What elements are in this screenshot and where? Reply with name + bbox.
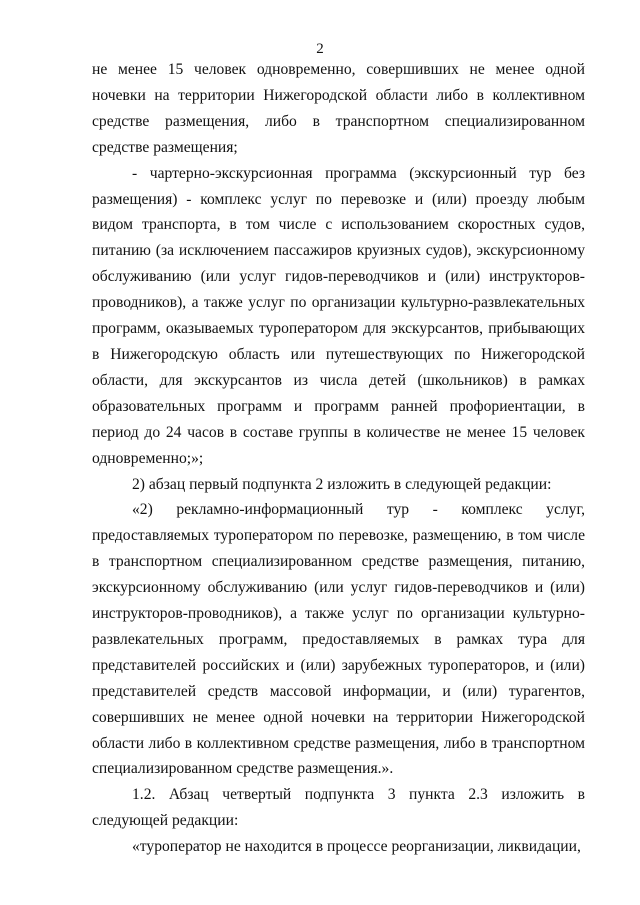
paragraph-amendment-1-2: 1.2. Абзац четвертый подпункта 3 пункта 2.3 изложить в следующей редакции: <box>92 786 585 830</box>
page-number: 2 <box>316 41 324 57</box>
paragraph-ad-info-tour: «2) рекламно-информационный тур - комплекс услуг, предоставляемых туроператором по перевозке, размещению, в том числе в транспортном специализированном средстве размещения, питанию, экскурсионному обслуживанию (или услуг гидов-переводчиков и (или) инструкторов-проводников), а также услуг по организации культурно-развлекательных программ, предоставляемых в рамках тура для представителей российских и (или) зарубежных туроператоров, и (или) представителей средств массовой информации, и (или) турагентов, совершивших не менее одной ночевки на территории Нижегородской области либо в коллективном средстве размещения, либо в транспортном специализированном средстве размещения.». <box>92 501 585 778</box>
paragraph-charter-program: - чартерно-экскурсионная программа (экскурсионный тур без размещения) - комплекс услуг по перевозке и (или) проезду любым видом транспорта, в том числе с использованием скоростных судов, питанию (за исключением пассажиров круизных судов), экскурсионному обслуживанию (или услуг гидов-переводчиков и (или) инструкторов-проводников), а также услуг по организации культурно-развлекательных программ, оказываемых туроператором для экскурсантов, прибывающих в Нижегородскую область или путешествующих по Нижегородской области, для экскурсантов из числа детей (школьников) в рамках образовательных программ и программ ранней профориентации, в период до 24 часов в составе группы в количестве не менее 15 человек одновременно;»; <box>92 164 585 467</box>
document-text <box>92 57 585 860</box>
paragraph-amendment-2: 2) абзац первый подпункта 2 изложить в следующей редакции: <box>132 475 552 493</box>
paragraph-continuation: не менее 15 человек одновременно, совершивших не менее одной ночевки на территории Нижегородской области либо в коллективном средстве размещения, либо в транспортном специализированном средстве размещения; <box>92 61 585 156</box>
paragraph-tour-operator-clause: «туроператор не находится в процессе реорганизации, ликвидации, <box>132 838 581 856</box>
